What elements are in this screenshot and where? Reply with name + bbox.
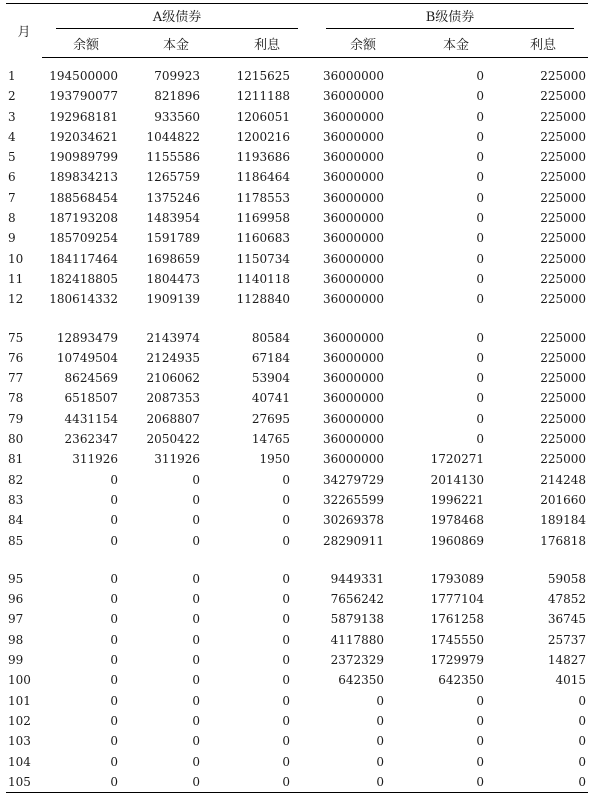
- b-interest-cell: 225000: [540, 69, 587, 83]
- a-interest-cell: 14765: [251, 432, 291, 447]
- b-interest-cell: 225000: [540, 251, 587, 266]
- b-balance-cell: 36000000: [322, 271, 385, 286]
- a-principal-cell: 2087353: [146, 391, 200, 406]
- b-balance-cell: 0: [312, 772, 414, 793]
- table-row: [6, 388, 588, 408]
- a-balance-cell: 180614332: [49, 292, 118, 307]
- b-principal-cell: 1761258: [430, 612, 485, 627]
- table-row: [6, 630, 588, 650]
- month-cell: 83: [8, 492, 24, 507]
- a-balance-cell: 6518507: [64, 391, 118, 406]
- a-balance-cell: 190989799: [49, 150, 118, 165]
- a-balance-cell: 0: [110, 713, 118, 728]
- table-row: [6, 368, 588, 388]
- b-interest-cell: 176818: [540, 533, 587, 548]
- b-balance-cell: 28290911: [322, 533, 385, 548]
- a-interest-cell: 1200216: [236, 129, 291, 144]
- b-balance-cell: 36000000: [322, 452, 385, 467]
- a-balance-cell: 0: [110, 571, 118, 586]
- table-row: [6, 107, 588, 127]
- table-row: [6, 429, 588, 449]
- a-principal-cell: 2143974: [146, 330, 200, 345]
- b-principal-cell: 1978468: [430, 513, 485, 528]
- b-interest-cell: 225000: [540, 292, 587, 307]
- b-principal-cell: 1745550: [430, 632, 485, 647]
- a-interest-cell: 53904: [251, 371, 291, 386]
- b-interest-cell: 14827: [547, 653, 587, 668]
- table-row: [6, 208, 588, 228]
- table-row: [6, 731, 588, 751]
- b-balance-cell: 36000000: [322, 391, 385, 406]
- a-interest-cell: 1128840: [236, 292, 291, 307]
- table-row: [6, 650, 588, 670]
- a-balance-cell: 0: [110, 673, 118, 688]
- b-interest-cell: 0: [578, 693, 587, 708]
- month-header: 月: [6, 4, 42, 58]
- group-b-label: B级债券: [326, 6, 574, 29]
- b-balance-cell: 36000000: [322, 371, 385, 386]
- b-principal-cell: 0: [476, 69, 485, 83]
- table-body: [6, 58, 588, 793]
- row-gap: [6, 310, 588, 328]
- a-principal-cell: 0: [192, 693, 200, 708]
- a-interest-header: 利息: [222, 30, 312, 58]
- b-principal-cell: 1720271: [430, 452, 485, 467]
- a-interest-cell: 0: [282, 632, 291, 647]
- b-principal-cell: 0: [476, 271, 485, 286]
- a-interest-cell: 80584: [251, 330, 291, 345]
- b-balance-cell: 36000000: [322, 211, 385, 226]
- a-balance-cell: 12893479: [56, 330, 118, 345]
- b-interest-cell: 225000: [540, 129, 587, 144]
- a-principal-cell: 1804473: [146, 271, 200, 286]
- table-row: [6, 269, 588, 289]
- b-principal-cell: 1996221: [430, 492, 485, 507]
- table-row: [6, 58, 588, 87]
- b-principal-cell: 1729979: [430, 653, 485, 668]
- b-interest-cell: 225000: [540, 271, 587, 286]
- b-principal-cell: 1960869: [430, 533, 485, 548]
- table-row: [6, 188, 588, 208]
- a-principal-cell: 2068807: [146, 411, 200, 426]
- a-principal-cell: 0: [192, 472, 200, 487]
- b-principal-cell: 0: [476, 129, 485, 144]
- a-principal-cell: 0: [192, 754, 200, 769]
- a-interest-cell: 1186464: [236, 170, 291, 185]
- a-interest-cell: 1160683: [236, 231, 291, 246]
- a-principal-cell: 0: [192, 571, 200, 586]
- b-principal-cell: 2014130: [430, 472, 485, 487]
- month-cell: 9: [8, 231, 16, 246]
- b-interest-cell: 225000: [540, 330, 587, 345]
- a-balance-cell: 2362347: [64, 432, 118, 447]
- a-interest-cell: 0: [282, 713, 291, 728]
- b-interest-cell: 59058: [547, 571, 587, 586]
- table-row: [6, 228, 588, 248]
- month-cell: 102: [8, 713, 31, 728]
- b-balance-cell: 36000000: [322, 432, 385, 447]
- b-interest-cell: 0: [578, 734, 587, 749]
- a-interest-cell: 1193686: [236, 150, 291, 165]
- month-cell: 1: [8, 68, 16, 83]
- a-principal-cell: 311926: [154, 452, 200, 467]
- b-balance-cell: 9449331: [330, 571, 385, 586]
- a-principal-cell: 2124935: [146, 350, 200, 365]
- table-row: [6, 711, 588, 731]
- a-interest-cell: 1169958: [236, 211, 291, 226]
- month-cell: 104: [8, 754, 31, 769]
- b-principal-cell: 0: [414, 772, 498, 793]
- b-balance-header: 余额: [312, 30, 414, 58]
- b-principal-cell: 0: [476, 734, 485, 749]
- b-principal-cell: 0: [476, 713, 485, 728]
- a-principal-cell: 933560: [154, 109, 200, 124]
- b-principal-cell: 0: [476, 391, 485, 406]
- a-interest-cell: 0: [282, 492, 291, 507]
- table-row: [6, 249, 588, 269]
- a-principal-cell: 0: [130, 772, 222, 793]
- table-row: [6, 569, 588, 589]
- b-balance-cell: 36000000: [322, 69, 385, 83]
- month-cell: 85: [8, 533, 24, 548]
- a-balance-cell: 0: [110, 533, 118, 548]
- a-interest-cell: 0: [282, 533, 291, 548]
- a-balance-header: 余额: [42, 30, 130, 58]
- table-row: [6, 328, 588, 348]
- a-balance-cell: 0: [110, 734, 118, 749]
- a-interest-cell: 1178553: [236, 190, 291, 205]
- group-b-header: [312, 4, 588, 31]
- b-interest-cell: 25737: [547, 632, 587, 647]
- b-balance-cell: 34279729: [322, 472, 385, 487]
- table-row: [6, 470, 588, 490]
- a-interest-cell: 0: [282, 513, 291, 528]
- a-interest-cell: 0: [222, 772, 312, 793]
- a-interest-cell: 1950: [259, 452, 291, 467]
- month-cell: 103: [8, 734, 31, 749]
- a-balance-cell: 0: [110, 653, 118, 668]
- a-interest-cell: 0: [282, 754, 291, 769]
- b-principal-cell: 0: [476, 350, 485, 365]
- month-cell: 99: [8, 653, 24, 668]
- b-balance-cell: 36000000: [322, 129, 385, 144]
- b-balance-cell: 36000000: [322, 251, 385, 266]
- a-interest-cell: 0: [282, 653, 291, 668]
- a-interest-cell: 0: [282, 734, 291, 749]
- a-balance-cell: 0: [110, 693, 118, 708]
- month-cell: 100: [8, 673, 31, 688]
- a-balance-cell: 8624569: [64, 371, 118, 386]
- b-balance-cell: 36000000: [322, 231, 385, 246]
- gap-cell: [6, 310, 588, 328]
- a-balance-cell: 0: [110, 632, 118, 647]
- b-interest-cell: 225000: [540, 371, 587, 386]
- b-interest-cell: 225000: [540, 411, 587, 426]
- b-balance-cell: 36000000: [322, 330, 385, 345]
- month-cell: 77: [8, 371, 24, 386]
- a-principal-cell: 0: [192, 713, 200, 728]
- b-interest-cell: 0: [498, 772, 588, 793]
- table-row: [6, 752, 588, 772]
- b-principal-cell: 1793089: [430, 571, 485, 586]
- a-interest-cell: 1140118: [236, 271, 291, 286]
- b-interest-cell: 0: [578, 713, 587, 728]
- b-interest-cell: 225000: [540, 89, 587, 104]
- b-principal-cell: 0: [476, 150, 485, 165]
- a-balance-cell: 187193208: [49, 211, 118, 226]
- a-interest-cell: 1206051: [236, 109, 291, 124]
- b-interest-cell: 225000: [540, 391, 587, 406]
- a-interest-cell: 0: [282, 571, 291, 586]
- a-interest-cell: 67184: [251, 350, 291, 365]
- b-balance-cell: 7656242: [330, 592, 385, 607]
- b-balance-cell: 30269378: [322, 513, 385, 528]
- a-principal-cell: 1698659: [146, 251, 200, 266]
- a-interest-cell: 0: [282, 693, 291, 708]
- b-interest-cell: 225000: [540, 452, 587, 467]
- month-cell: 101: [8, 693, 31, 708]
- a-balance-cell: 194500000: [49, 69, 118, 83]
- b-principal-cell: 0: [476, 693, 485, 708]
- b-principal-cell: 0: [476, 190, 485, 205]
- a-principal-cell: 0: [192, 653, 200, 668]
- a-principal-cell: 0: [192, 513, 200, 528]
- b-balance-cell: 0: [376, 693, 385, 708]
- b-principal-cell: 0: [476, 411, 485, 426]
- a-principal-cell: 1155586: [146, 150, 200, 165]
- table-row: [6, 409, 588, 429]
- a-balance-cell: 185709254: [49, 231, 118, 246]
- a-principal-cell: 0: [192, 533, 200, 548]
- a-principal-cell: 0: [192, 612, 200, 627]
- b-balance-cell: 36000000: [322, 292, 385, 307]
- month-cell: 12: [8, 292, 24, 307]
- a-balance-cell: 0: [110, 754, 118, 769]
- b-balance-cell: 5879138: [330, 612, 385, 627]
- b-balance-cell: 36000000: [322, 109, 385, 124]
- a-principal-cell: 1044822: [146, 129, 200, 144]
- a-principal-cell: 1483954: [146, 211, 200, 226]
- b-interest-cell: 201660: [540, 492, 587, 507]
- a-principal-cell: 1591789: [146, 231, 200, 246]
- b-interest-cell: 4015: [555, 673, 587, 688]
- a-balance-cell: 188568454: [49, 190, 118, 205]
- a-balance-cell: 0: [110, 472, 118, 487]
- month-cell: 80: [8, 432, 24, 447]
- a-principal-cell: 2106062: [146, 371, 200, 386]
- b-balance-cell: 0: [376, 713, 385, 728]
- table-row: [6, 531, 588, 551]
- table-row: [6, 772, 588, 793]
- b-interest-cell: 225000: [540, 190, 587, 205]
- b-principal-cell: 0: [476, 754, 485, 769]
- b-principal-header: 本金: [414, 30, 498, 58]
- table-row: [6, 289, 588, 309]
- b-interest-cell: 189184: [540, 513, 587, 528]
- b-balance-cell: 2372329: [330, 653, 385, 668]
- b-interest-header: 利息: [498, 30, 588, 58]
- a-principal-cell: 1375246: [146, 190, 200, 205]
- a-interest-cell: 1211188: [236, 89, 291, 104]
- b-principal-cell: 0: [476, 432, 485, 447]
- month-cell: 97: [8, 612, 24, 627]
- a-balance-cell: 0: [110, 492, 118, 507]
- table-row: [6, 147, 588, 167]
- b-balance-cell: 0: [376, 754, 385, 769]
- month-cell: 78: [8, 391, 24, 406]
- b-principal-cell: 0: [476, 292, 485, 307]
- month-cell: 81: [8, 452, 24, 467]
- b-balance-cell: 36000000: [322, 190, 385, 205]
- row-gap: [6, 551, 588, 569]
- table-row: [6, 167, 588, 187]
- table-row: [6, 670, 588, 690]
- a-principal-cell: 1909139: [146, 292, 200, 307]
- b-interest-cell: 0: [578, 754, 587, 769]
- month-cell: 82: [8, 472, 24, 487]
- b-principal-cell: 0: [476, 231, 485, 246]
- month-cell: 11: [8, 271, 24, 286]
- b-balance-cell: 36000000: [322, 411, 385, 426]
- a-principal-cell: 821896: [154, 89, 200, 104]
- b-interest-cell: 225000: [540, 350, 587, 365]
- table-row: [6, 86, 588, 106]
- a-interest-cell: 1150734: [236, 251, 291, 266]
- gap-cell: [6, 551, 588, 569]
- a-principal-cell: 709923: [154, 69, 200, 83]
- b-principal-cell: 0: [476, 211, 485, 226]
- a-interest-cell: 1215625: [236, 69, 291, 83]
- b-interest-cell: 225000: [540, 170, 587, 185]
- month-cell: 8: [8, 211, 16, 226]
- b-balance-cell: 36000000: [322, 150, 385, 165]
- b-principal-cell: 0: [476, 170, 485, 185]
- b-principal-cell: 0: [476, 371, 485, 386]
- b-principal-cell: 1777104: [430, 592, 485, 607]
- group-a-label: A级债券: [56, 6, 298, 29]
- b-balance-cell: 36000000: [322, 170, 385, 185]
- a-interest-cell: 40741: [251, 391, 291, 406]
- a-balance-cell: 182418805: [49, 271, 118, 286]
- a-balance-cell: 192034621: [49, 129, 118, 144]
- a-balance-cell: 184117464: [49, 251, 118, 266]
- b-balance-cell: 4117880: [330, 632, 385, 647]
- a-principal-header: 本金: [130, 30, 222, 58]
- a-balance-cell: 4431154: [64, 411, 118, 426]
- b-principal-cell: 0: [476, 109, 485, 124]
- b-balance-cell: 32265599: [322, 492, 385, 507]
- a-principal-cell: 0: [192, 673, 200, 688]
- month-cell: 79: [8, 411, 24, 426]
- a-balance-cell: 193790077: [49, 89, 118, 104]
- a-balance-cell: 192968181: [49, 109, 118, 124]
- a-principal-cell: 0: [192, 632, 200, 647]
- b-principal-cell: 0: [476, 330, 485, 345]
- month-cell: 84: [8, 513, 24, 528]
- b-interest-cell: 225000: [540, 150, 587, 165]
- table-row: [6, 691, 588, 711]
- b-interest-cell: 47852: [547, 592, 587, 607]
- month-cell: 6: [8, 170, 16, 185]
- b-interest-cell: 225000: [540, 231, 587, 246]
- a-balance-cell: 189834213: [49, 170, 118, 185]
- a-interest-cell: 0: [282, 673, 291, 688]
- month-cell: 105: [6, 772, 42, 793]
- a-principal-cell: 0: [192, 734, 200, 749]
- b-balance-cell: 36000000: [322, 89, 385, 104]
- table-header: [6, 4, 588, 58]
- table-row: [6, 127, 588, 147]
- b-balance-cell: 36000000: [322, 350, 385, 365]
- month-cell: 76: [8, 350, 24, 365]
- a-interest-cell: 0: [282, 612, 291, 627]
- group-a-header: [42, 4, 312, 31]
- month-cell: 75: [8, 330, 24, 345]
- b-interest-cell: 214248: [540, 472, 587, 487]
- a-balance-cell: 0: [110, 592, 118, 607]
- table-row: [6, 609, 588, 629]
- table-row: [6, 449, 588, 469]
- table-row: [6, 589, 588, 609]
- month-cell: 3: [8, 109, 16, 124]
- a-interest-cell: 0: [282, 592, 291, 607]
- month-cell: 5: [8, 150, 16, 165]
- b-interest-cell: 225000: [540, 211, 587, 226]
- a-principal-cell: 0: [192, 592, 200, 607]
- table-row: [6, 510, 588, 530]
- month-cell: 98: [8, 632, 24, 647]
- a-interest-cell: 0: [282, 472, 291, 487]
- b-principal-cell: 642350: [438, 673, 485, 688]
- month-cell: 95: [8, 571, 24, 586]
- b-interest-cell: 36745: [547, 612, 587, 627]
- month-cell: 7: [8, 190, 16, 205]
- a-balance-cell: 0: [110, 612, 118, 627]
- a-balance-cell: 311926: [72, 452, 118, 467]
- a-balance-cell: 10749504: [56, 350, 118, 365]
- b-principal-cell: 0: [476, 251, 485, 266]
- b-principal-cell: 0: [476, 89, 485, 104]
- a-balance-cell: 0: [42, 772, 130, 793]
- b-interest-cell: 225000: [540, 432, 587, 447]
- a-principal-cell: 2050422: [146, 432, 200, 447]
- b-balance-cell: 0: [376, 734, 385, 749]
- a-balance-cell: 0: [110, 513, 118, 528]
- month-cell: 10: [8, 251, 24, 266]
- a-principal-cell: 0: [192, 492, 200, 507]
- month-cell: 2: [8, 89, 16, 104]
- table-row: [6, 348, 588, 368]
- month-cell: 4: [8, 129, 16, 144]
- a-principal-cell: 1265759: [146, 170, 200, 185]
- bond-schedule-table: [6, 3, 588, 793]
- a-interest-cell: 27695: [251, 411, 291, 426]
- b-balance-cell: 642350: [338, 673, 385, 688]
- b-interest-cell: 225000: [540, 109, 587, 124]
- table-row: [6, 490, 588, 510]
- month-cell: 96: [8, 592, 24, 607]
